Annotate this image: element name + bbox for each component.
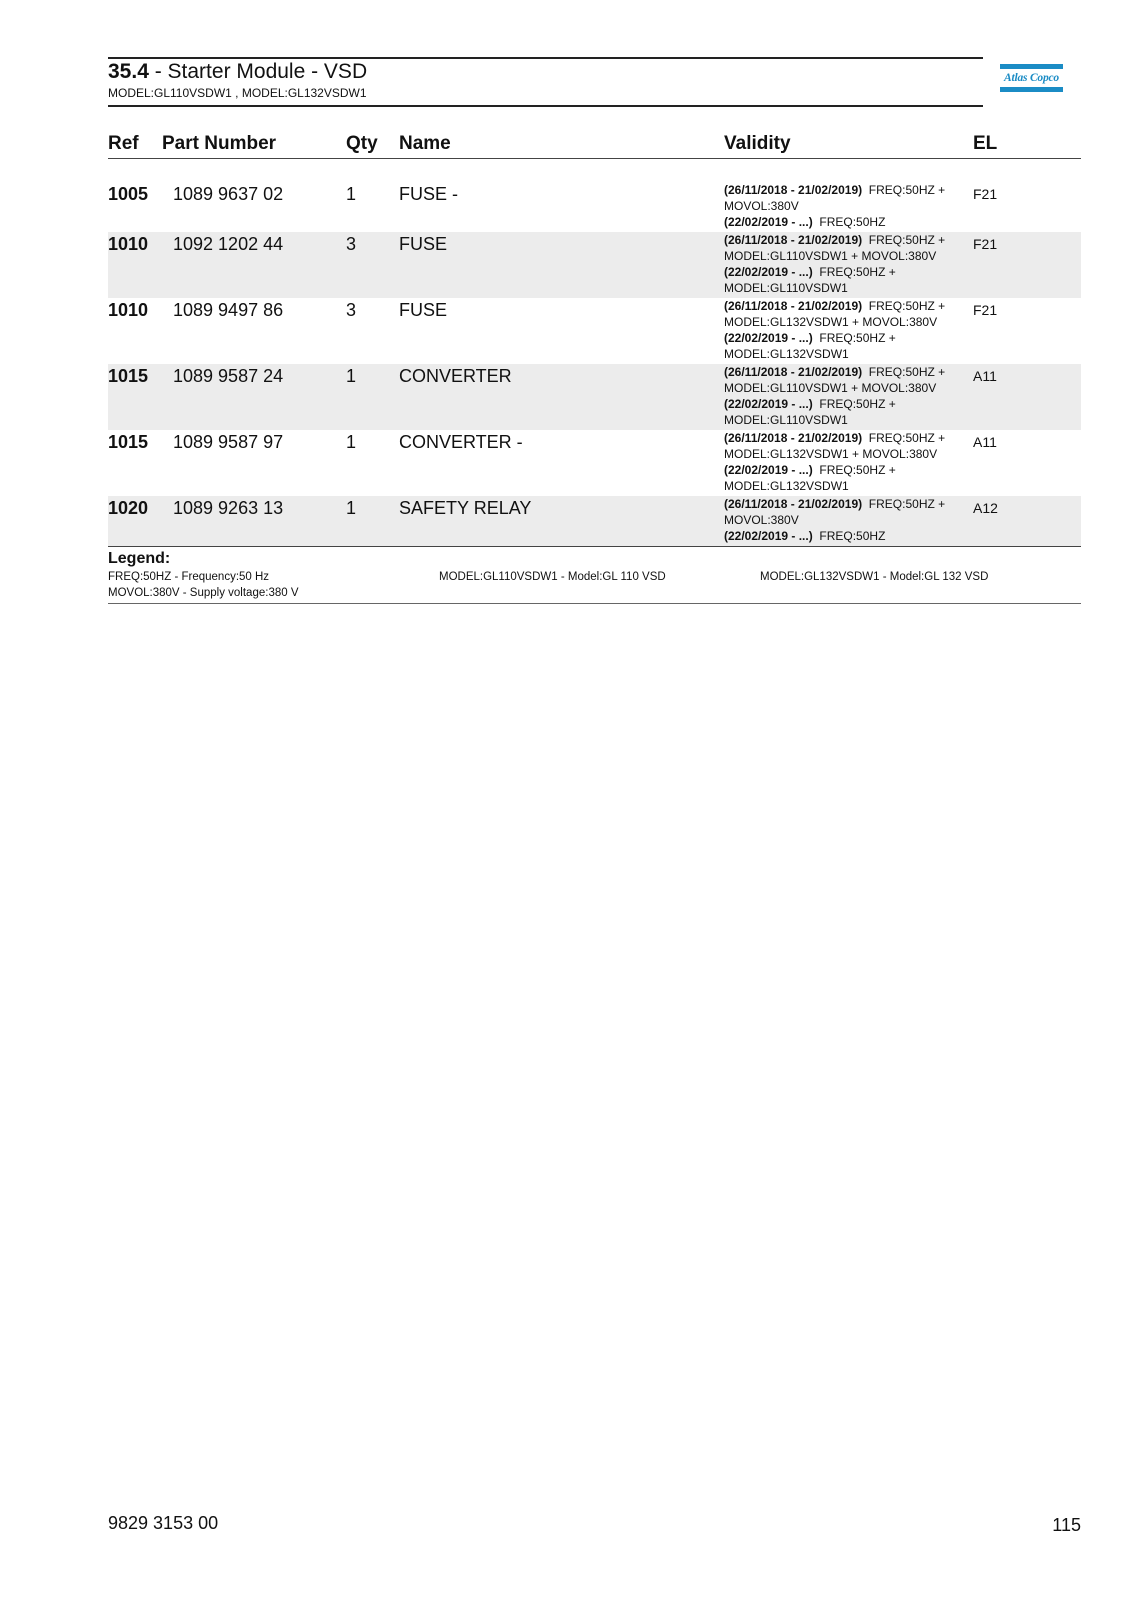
logo-bar-top — [1000, 64, 1063, 69]
row-ref: 1010 — [108, 300, 149, 320]
validity-period: (26/11/2018 - 21/02/2019) — [724, 183, 863, 197]
row-part-number: 1092 1202 44 — [173, 234, 284, 254]
row-qty: 3 — [346, 234, 357, 254]
row-qty: 3 — [346, 300, 357, 320]
validity-condition: FREQ:50HZ + — [819, 397, 896, 411]
validity-condition: FREQ:50HZ + — [868, 365, 946, 379]
atlas-copco-logo — [1000, 64, 1063, 94]
row-validity — [724, 364, 945, 428]
table-row — [108, 430, 1081, 496]
page-number: 115 — [1052, 1515, 1081, 1535]
row-name: FUSE — [399, 234, 448, 254]
table-row — [108, 298, 1081, 364]
page-title — [108, 60, 367, 84]
row-qty: 1 — [346, 498, 357, 518]
table-row — [108, 496, 1081, 546]
validity-condition: FREQ:50HZ — [819, 215, 886, 229]
legend-title: Legend: — [108, 550, 171, 567]
table-bottom-divider — [108, 546, 1081, 547]
validity-period: (26/11/2018 - 21/02/2019) — [724, 497, 863, 511]
col-header-validity: Validity — [724, 133, 791, 154]
validity-condition: FREQ:50HZ + — [868, 497, 946, 511]
validity-period: (22/02/2019 - ...) — [724, 529, 813, 543]
row-qty: 1 — [346, 184, 357, 204]
logo-bar-bottom — [1000, 87, 1063, 92]
row-name: CONVERTER - — [399, 432, 523, 452]
legend-item: MODEL:GL132VSDW1 - Model:GL 132 VSD — [760, 571, 989, 583]
table-row — [108, 364, 1081, 430]
row-el: A12 — [973, 500, 998, 516]
page-subtitle: MODEL:GL110VSDW1 , MODEL:GL132VSDW1 — [108, 86, 367, 100]
row-el: A11 — [973, 368, 997, 384]
table-row — [108, 182, 1081, 232]
validity-continuation: MODEL:GL132VSDW1 + MOVOL:380V — [724, 315, 938, 329]
validity-condition: FREQ:50HZ + — [868, 183, 946, 197]
row-el: F21 — [973, 186, 998, 202]
validity-period: (22/02/2019 - ...) — [724, 215, 813, 229]
validity-period: (26/11/2018 - 21/02/2019) — [724, 233, 863, 247]
legend-divider — [108, 603, 1081, 604]
validity-condition: FREQ:50HZ + — [868, 233, 946, 247]
col-header-ref: Ref — [108, 133, 139, 154]
validity-period: (22/02/2019 - ...) — [724, 331, 813, 345]
row-ref: 1015 — [108, 366, 149, 386]
legend-item: MODEL:GL110VSDW1 - Model:GL 110 VSD — [439, 571, 666, 583]
table-row — [108, 232, 1081, 298]
row-name: CONVERTER — [399, 366, 512, 386]
row-qty: 1 — [346, 432, 357, 452]
validity-condition: FREQ:50HZ + — [868, 431, 946, 445]
validity-period: (26/11/2018 - 21/02/2019) — [724, 431, 863, 445]
row-validity — [724, 182, 945, 230]
row-el: F21 — [973, 236, 998, 252]
validity-condition: FREQ:50HZ + — [819, 331, 896, 345]
validity-period: (22/02/2019 - ...) — [724, 463, 813, 477]
row-name: FUSE - — [399, 184, 459, 204]
section-number: 35.4 — [108, 60, 149, 83]
validity-condition: FREQ:50HZ + — [819, 265, 896, 279]
row-part-number: 1089 9497 86 — [173, 300, 284, 320]
row-qty: 1 — [346, 366, 357, 386]
validity-continuation: MODEL:GL132VSDW1 — [724, 479, 849, 493]
validity-continuation: MODEL:GL110VSDW1 — [724, 281, 848, 295]
validity-continuation: MOVOL:380V — [724, 199, 799, 213]
validity-continuation: MODEL:GL110VSDW1 — [724, 413, 848, 427]
validity-continuation: MODEL:GL132VSDW1 + MOVOL:380V — [724, 447, 938, 461]
legend-item: FREQ:50HZ - Frequency:50 Hz — [108, 571, 270, 583]
validity-period: (22/02/2019 - ...) — [724, 397, 813, 411]
col-header-name: Name — [399, 133, 451, 154]
row-validity — [724, 232, 945, 296]
row-part-number: 1089 9637 02 — [173, 184, 284, 204]
col-header-part-number: Part Number — [162, 133, 277, 154]
validity-condition: FREQ:50HZ + — [819, 463, 896, 477]
validity-continuation: MODEL:GL132VSDW1 — [724, 347, 849, 361]
row-el: A11 — [973, 434, 997, 450]
header-divider — [108, 158, 1081, 159]
row-ref: 1010 — [108, 234, 149, 254]
section-title: - Starter Module - VSD — [148, 60, 368, 83]
page-header — [108, 57, 983, 107]
row-ref: 1005 — [108, 184, 149, 204]
legend-item: MOVOL:380V - Supply voltage:380 V — [108, 587, 299, 599]
row-el: F21 — [973, 302, 998, 318]
row-part-number: 1089 9263 13 — [173, 498, 284, 518]
row-part-number: 1089 9587 97 — [173, 432, 284, 452]
row-validity — [724, 430, 945, 494]
validity-continuation: MODEL:GL110VSDW1 + MOVOL:380V — [724, 381, 937, 395]
row-name: SAFETY RELAY — [399, 498, 532, 518]
row-ref: 1020 — [108, 498, 149, 518]
row-part-number: 1089 9587 24 — [173, 366, 284, 386]
col-header-el: EL — [973, 133, 998, 154]
validity-continuation: MODEL:GL110VSDW1 + MOVOL:380V — [724, 249, 937, 263]
validity-period: (22/02/2019 - ...) — [724, 265, 813, 279]
row-ref: 1015 — [108, 432, 149, 452]
document-number: 9829 3153 00 — [108, 1513, 219, 1533]
col-header-qty: Qty — [346, 133, 378, 154]
validity-continuation: MOVOL:380V — [724, 513, 799, 527]
row-name: FUSE — [399, 300, 448, 320]
validity-condition: FREQ:50HZ — [819, 529, 886, 543]
row-validity — [724, 496, 945, 544]
row-validity — [724, 298, 945, 362]
validity-period: (26/11/2018 - 21/02/2019) — [724, 365, 863, 379]
logo-text: Atlas Copco — [1004, 72, 1059, 84]
validity-period: (26/11/2018 - 21/02/2019) — [724, 299, 863, 313]
validity-condition: FREQ:50HZ + — [868, 299, 946, 313]
